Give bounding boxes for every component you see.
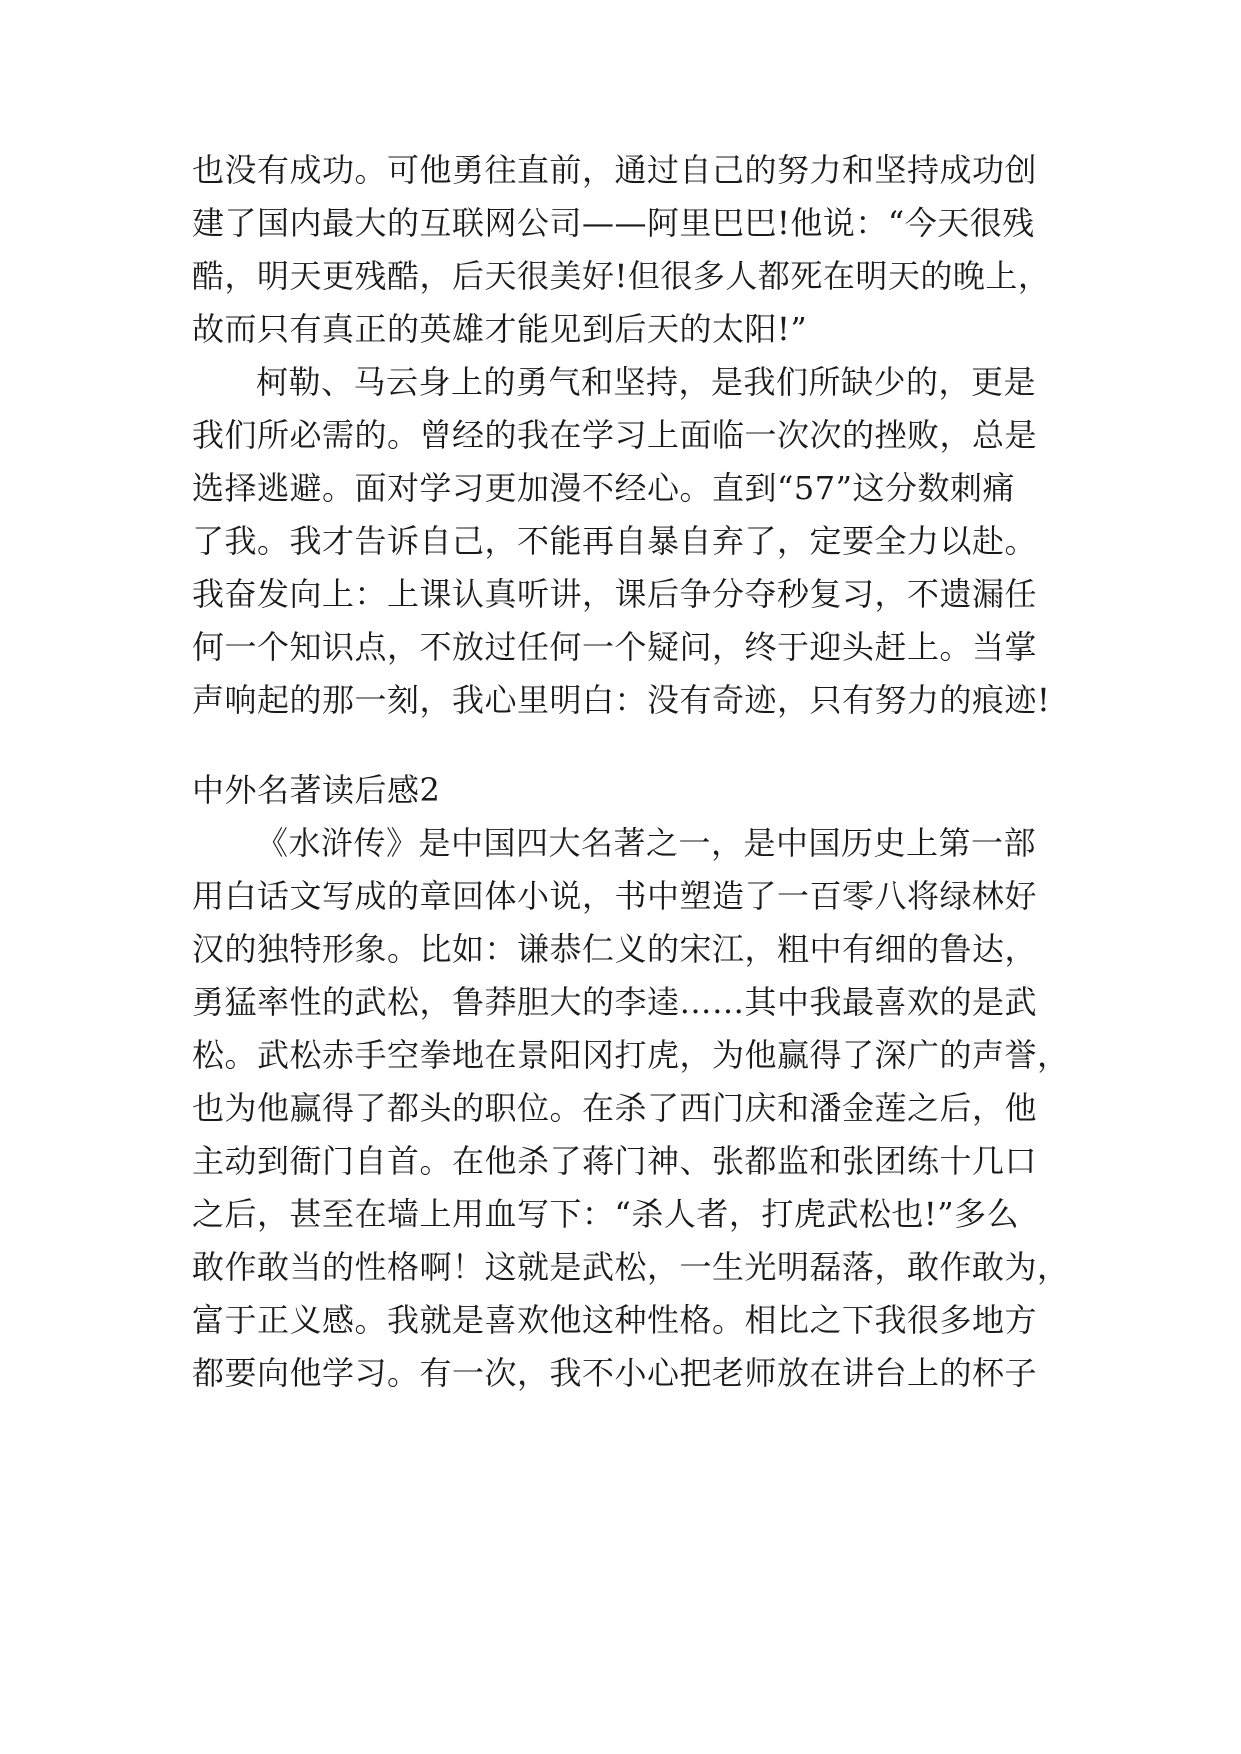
text-line: 之后，甚至在墙上用血写下：“杀人者，打虎武松也!”多么	[192, 1195, 1020, 1233]
text-line: 柯勒、马云身上的勇气和坚持，是我们所缺少的，更是	[256, 363, 1037, 401]
text-line: 用白话文写成的章回体小说，书中塑造了一百零八将绿林好	[192, 877, 1038, 915]
text-line: 都要向他学习。有一次，我不小心把老师放在讲台上的杯子	[192, 1354, 1038, 1392]
text-line: 敢作敢当的性格啊！这就是武松，一生光明磊落，敢作敢为，	[192, 1248, 1070, 1286]
text-line: 也为他赢得了都头的职位。在杀了西门庆和潘金莲之后，他	[192, 1089, 1038, 1127]
text-line: 故而只有真正的英雄才能见到后天的太阳!”	[192, 310, 808, 348]
text-line: 松。武松赤手空拳地在景阳冈打虎，为他赢得了深广的声誉，	[192, 1036, 1070, 1074]
text-line: 也没有成功。可他勇往直前，通过自己的努力和坚持成功创	[192, 151, 1038, 189]
text-line: 建了国内最大的互联网公司——阿里巴巴!他说：“今天很残	[192, 204, 1035, 242]
text-line: 我们所必需的。曾经的我在学习上面临一次次的挫败，总是	[192, 416, 1038, 454]
text-line: 声响起的那一刻，我心里明白：没有奇迹，只有努力的痕迹!	[192, 681, 1051, 719]
text-line: 《水浒传》是中国四大名著之一，是中国历史上第一部	[256, 824, 1037, 862]
section-title: 中外名著读后感2	[192, 771, 441, 809]
text-line: 了我。我才告诉自己，不能再自暴自弃了，定要全力以赴。	[192, 522, 1038, 560]
text-line: 我奋发向上：上课认真听讲，课后争分夺秒复习，不遗漏任	[192, 575, 1038, 613]
text-line: 选择逃避。面对学习更加漫不经心。直到“57”这分数刺痛	[192, 469, 1015, 507]
text-line: 勇猛率性的武松，鲁莽胆大的李逵……其中我最喜欢的是武	[192, 983, 1038, 1021]
text-line: 酷，明天更残酷，后天很美好!但很多人都死在明天的晚上，	[192, 257, 1051, 295]
text-line: 汉的独特形象。比如：谦恭仁义的宋江，粗中有细的鲁达，	[192, 930, 1038, 968]
text-line: 何一个知识点，不放过任何一个疑问，终于迎头赶上。当掌	[192, 628, 1038, 666]
text-line: 主动到衙门自首。在他杀了蒋门神、张都监和张团练十几口	[192, 1142, 1038, 1180]
text-line: 富于正义感。我就是喜欢他这种性格。相比之下我很多地方	[192, 1301, 1038, 1339]
